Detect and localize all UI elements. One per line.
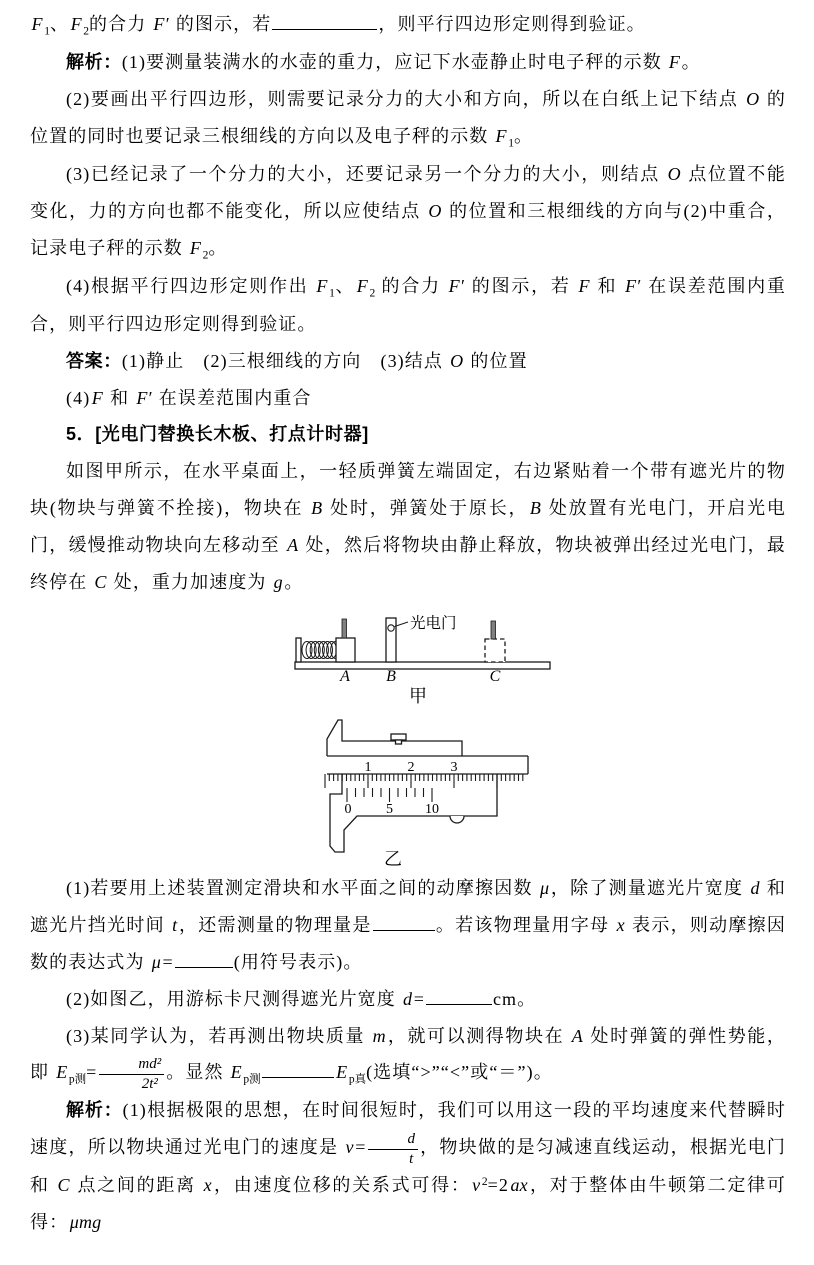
variable: F [189, 237, 202, 258]
variable: B [311, 498, 323, 519]
variable: C [57, 1175, 70, 1196]
fixed-wall [296, 638, 301, 662]
main-scale-number-2: 2 [407, 759, 415, 775]
variable: μmg [69, 1212, 102, 1233]
text-run: ，物块做的是匀减速直线运动，根据光电门和 [30, 1137, 786, 1196]
bold-label: 解析： [66, 1100, 123, 1121]
variable: F [356, 275, 368, 296]
text-run: (4) [66, 387, 91, 408]
figure-jia-apparatus [288, 609, 558, 704]
vernier-scale-ticks [347, 788, 432, 802]
text-run: 和 [104, 387, 135, 408]
variable: E [56, 1062, 68, 1083]
variable: v [472, 1175, 481, 1196]
bold-label: 解析： [66, 52, 122, 73]
variable: F′ [153, 14, 169, 34]
text-run: 处时，弹簧处于原长， [323, 498, 529, 519]
variable: v [345, 1137, 354, 1158]
text-run: 的合力 [375, 275, 448, 296]
para-q5-stem [30, 453, 786, 601]
text-run: 。显然 [166, 1062, 230, 1083]
main-scale-number-1: 1 [364, 759, 372, 775]
text-run: 2 [202, 249, 209, 262]
text-run: (1)若要用上述装置测定滑块和水平面之间的动摩擦因数 [66, 877, 539, 898]
para-jiexi-4-3 [30, 156, 786, 268]
variable: d [750, 877, 760, 898]
para-jiexi-4-2 [30, 81, 786, 156]
text-run: 的位置的同时也要记录三根细线的方向以及电子秤的示数 [30, 88, 787, 146]
blank-underline [426, 986, 492, 1005]
para-daan-4 [30, 343, 786, 380]
block-a [336, 638, 355, 662]
text-run: 和遮光片挡光时间 [30, 877, 787, 935]
text-run: 。若该物理量用字母 [435, 914, 616, 935]
variable: μ [151, 951, 161, 972]
text-run: ，除了测量遮光片宽度 [550, 877, 749, 898]
vernier-number-0: 0 [344, 801, 352, 817]
variable: x [203, 1175, 212, 1196]
text-run: 处时弹簧的弹性势能，即 [30, 1025, 786, 1083]
blank-underline [373, 912, 435, 931]
text-run: ，对于整体由牛顿第二定律可得： [30, 1175, 786, 1233]
para-q5-1 [30, 870, 786, 981]
text-block-bottom [30, 870, 786, 1241]
spring-icon [302, 641, 341, 658]
caliper-thumb-screw [391, 734, 406, 740]
text-run: 。 [681, 52, 701, 73]
text-run: 和 [591, 275, 624, 296]
text-run: (1)根据极限的思想，在时间很短时，我们可以用这一段的平均速度来代替瞬时速度，所以物块通过光电门的速度是 [30, 1100, 786, 1158]
block-c-dashed [485, 639, 505, 662]
variable: d [403, 988, 413, 1009]
variable: O [428, 200, 442, 221]
text-run: (1)要测量装满水的水壶的重力，应记下水壶静止时电子秤的示数 [121, 52, 668, 73]
text-run: 。 [208, 237, 228, 258]
main-scale-number-3: 3 [450, 759, 458, 775]
text-run: 1 [508, 137, 514, 150]
fraction: $\frac{d}{t}$ [368, 1131, 418, 1168]
variable: F′ [625, 275, 641, 296]
text-run: 的图示，若 [465, 275, 577, 296]
variable: t [172, 914, 178, 935]
variable: F [316, 275, 328, 296]
text-run: ，由速度位移的关系式可得： [213, 1175, 471, 1196]
bold-label: 5．[光电门替换长木板、打点计时器] [66, 424, 369, 445]
text-run: 。 [284, 572, 304, 593]
text-run: 的位置和三根细线的方向与(2)中重合，记录电子秤的示数 [30, 200, 786, 258]
variable: F [70, 14, 82, 34]
figures-block [30, 609, 786, 870]
text-run: = [413, 988, 425, 1009]
main-scale-ticks [325, 774, 523, 788]
text-run: (3)已经记录了一个分力的大小，还要记录另一个分力的大小，则结点 [66, 163, 667, 184]
text-run: 处放置有光电门，开启光电门，缓慢推动物块向左移动至 [30, 498, 786, 556]
text-block-top [30, 6, 786, 601]
variable: C [94, 572, 107, 593]
text-run: 、 [49, 14, 70, 34]
text-run: 2 [498, 1175, 509, 1196]
text-run: 1 [329, 287, 335, 300]
para-jiexi-4-4 [30, 268, 786, 343]
blank-underline [175, 949, 233, 968]
text-run: (3)某同学认为，若再测出物块质量 [66, 1025, 372, 1046]
variable: x [616, 914, 625, 935]
blank-underline [272, 11, 377, 30]
variable: E [230, 1062, 242, 1083]
text-run: 表示，则动摩擦因数的表达式为 [30, 914, 787, 972]
text-run: (1)静止 (2)三根细线的方向 (3)结点 [121, 350, 449, 371]
text-run: 点之间的距离 [71, 1175, 203, 1196]
figure-jia-caption: 甲 [409, 685, 427, 704]
variable: m [372, 1025, 386, 1046]
text-run: p测 [243, 1073, 261, 1086]
text-run: ，还需测量的物理量是 [178, 914, 372, 935]
variable: O [746, 88, 760, 109]
photogate-label: 光电门 [410, 614, 457, 632]
text-run: 2 [481, 1176, 488, 1189]
variable: A [571, 1025, 583, 1046]
variable: O [667, 163, 681, 184]
variable: F′ [136, 387, 152, 408]
variable: B [529, 498, 542, 519]
para-q5-3 [30, 1018, 786, 1093]
text-run: p测 [68, 1073, 87, 1086]
variable: F [495, 125, 507, 146]
text-run: p真 [348, 1073, 367, 1086]
shutter-plate-c [491, 621, 496, 639]
fraction: $\frac{\text{md²}}{\text{2t²}}$ [99, 1056, 164, 1093]
blank-underline [262, 1059, 334, 1078]
text-run: 点位置不能变化，力的方向也都不能变化，所以应使结点 [30, 163, 786, 221]
text-run: (用符号表示)。 [233, 951, 363, 972]
text-run: 处，然后将物块由静止释放，物块被弹出经过光电门，最终停在 [30, 535, 786, 593]
text-run: 如图甲所示，在水平桌面上，一轻质弹簧左端固定，右边紧贴着一个带有遮光片的物块(物块与弹簧不拴接)，物块在 [30, 461, 786, 519]
photogate-sensor [388, 625, 394, 631]
text-run: (2)如图乙，用游标卡尺测得遮光片宽度 [66, 988, 402, 1009]
vernier-number-5: 5 [386, 801, 393, 817]
text-run: 在误差范围内重合，则平行四边形定则得到验证。 [30, 275, 786, 334]
text-run: 。 [513, 125, 534, 146]
position-label-a: A [340, 667, 350, 685]
text-run: (选填“>”“<”或“＝”)。 [366, 1062, 553, 1083]
variable: g [273, 572, 283, 593]
text-run: 的位置 [464, 350, 528, 371]
para-heading-q5 [30, 416, 786, 453]
text-run: 1 [44, 25, 50, 38]
variable: F [578, 275, 590, 296]
caliper-screw-stem [396, 740, 402, 744]
bold-label: 答案： [66, 350, 122, 371]
figure-yi-caption: 乙 [384, 848, 402, 869]
table-surface [295, 662, 550, 669]
text-run: cm。 [492, 988, 537, 1009]
variable: O [450, 350, 464, 371]
variable: F′ [448, 275, 465, 296]
text-run: 2 [369, 287, 376, 300]
variable: F [91, 387, 103, 408]
text-run: = [487, 1175, 499, 1196]
para-continuation-f1f2 [30, 6, 786, 44]
text-run: 的图示，若 [170, 14, 272, 34]
variable: A [287, 535, 299, 556]
vernier-number-10: 10 [425, 801, 439, 817]
text-run: (2)要画出平行四边形，则需要记录分力的大小和方向，所以在白纸上记下结点 [66, 88, 745, 109]
text-run: 的合力 [89, 14, 152, 34]
para-jiexi-4-1 [30, 44, 786, 81]
para-q5-2 [30, 981, 786, 1018]
variable: ax [510, 1175, 528, 1196]
text-run: = [162, 951, 174, 972]
caliper-lower-jaw-slider [330, 774, 497, 852]
text-run: (4)根据平行四边形定则作出 [66, 275, 315, 296]
position-label-c: C [489, 667, 501, 685]
text-run: 、 [334, 275, 356, 296]
text-run: = [86, 1062, 98, 1083]
variable: F [668, 52, 681, 73]
text-run: = [355, 1137, 367, 1158]
variable: F [31, 14, 43, 34]
slider-thumb-grip [450, 816, 464, 823]
shutter-plate-a [342, 619, 347, 638]
position-label-b: B [386, 667, 396, 685]
text-run: 在误差范围内重合 [153, 387, 312, 408]
variable: E [336, 1062, 348, 1083]
variable: μ [540, 877, 550, 898]
para-jiexi-5-1 [30, 1092, 786, 1241]
text-run: 2 [83, 25, 90, 38]
para-daan-4-4 [30, 380, 786, 417]
figure-yi-caliper [315, 710, 545, 870]
text-run: 处，重力加速度为 [108, 572, 273, 593]
text-run: ，则平行四边形定则得到验证。 [378, 14, 646, 34]
text-run: ，就可以测得物块在 [387, 1025, 571, 1046]
